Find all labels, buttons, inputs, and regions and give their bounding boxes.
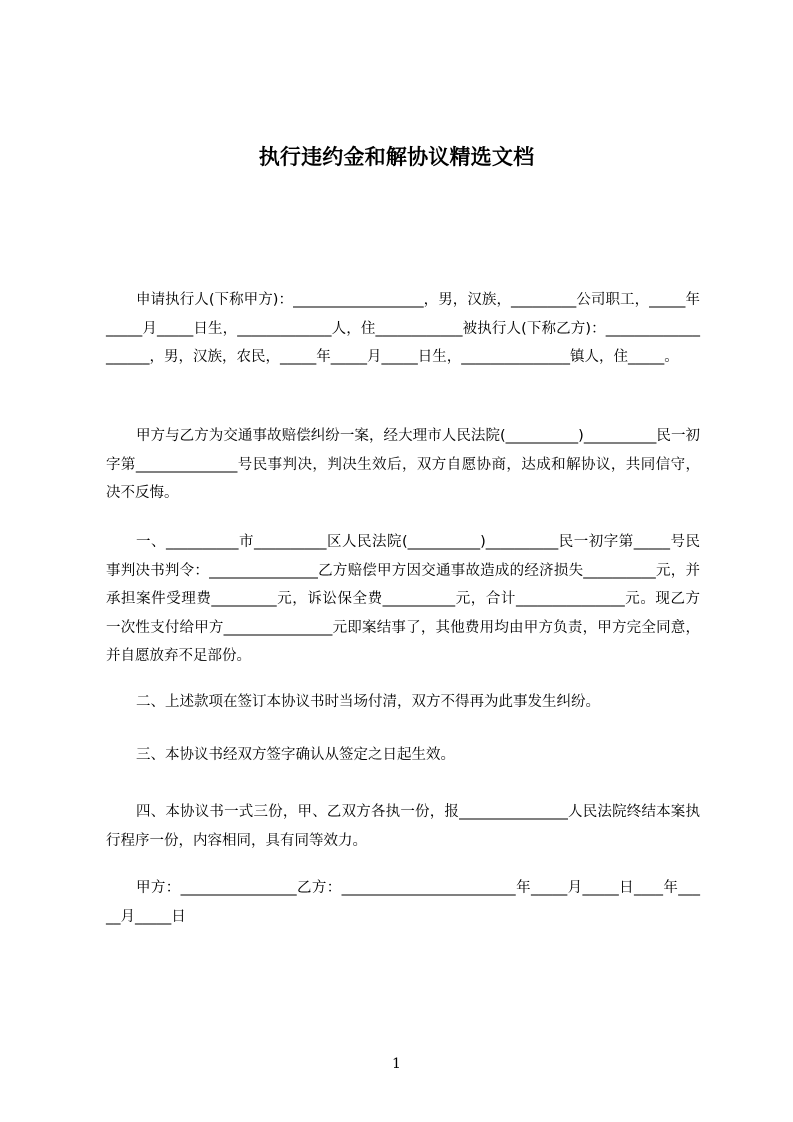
paragraph-clause-1: 一、__________市__________区人民法院(__________)__________民一初字第_____号民事判决书判令：_______________乙方赔偿甲方因交通事故造成的经济损失__________元，并承担案件受理费_________元，诉讼保全费__________元，合计_______________元。现乙方一次性支付给甲方_______________元即案结事了，其他费用均由甲方负责，甲方完全同意，并自愿放弃不足部份。 (106, 534, 700, 664)
paragraph-clause-2: 二、上述款项在签订本协议书时当场付清，双方不得再为此事发生纠纷。 (136, 694, 600, 710)
document-title: 执行违约金和解协议精选文档 (258, 145, 535, 169)
page-number: 1 (392, 1056, 401, 1072)
paragraph-case-background: 甲方与乙方为交通事故赔偿纠纷一案，经大理市人民法院(__________)__________民一初字第______________号民事判决，判决生效后，双方自愿协商，达成和解协议，共同信守，决不反悔。 (106, 428, 700, 501)
paragraph-clause-4: 四、本协议书一式三份，甲、乙双方各执一份，报_______________人民法院终结本案执行程序一份，内容相同，具有同等效力。 (106, 804, 700, 849)
paragraph-applicant-info: 申请执行人(下称甲方)：__________________，男，汉族，_________公司职工，_____年_____月_____日生，_____________人，住____________被执行人(下称乙方)：___________________，男，汉族，农民，_____年_____月_____日生，_______________镇人，住_____。 (106, 292, 700, 365)
paragraph-signatures: 甲方：________________乙方：________________________年_____月_____日____年_____月_____日 (106, 880, 700, 925)
paragraph-clause-3: 三、本协议书经双方签字确认从签定之日起生效。 (136, 747, 455, 763)
